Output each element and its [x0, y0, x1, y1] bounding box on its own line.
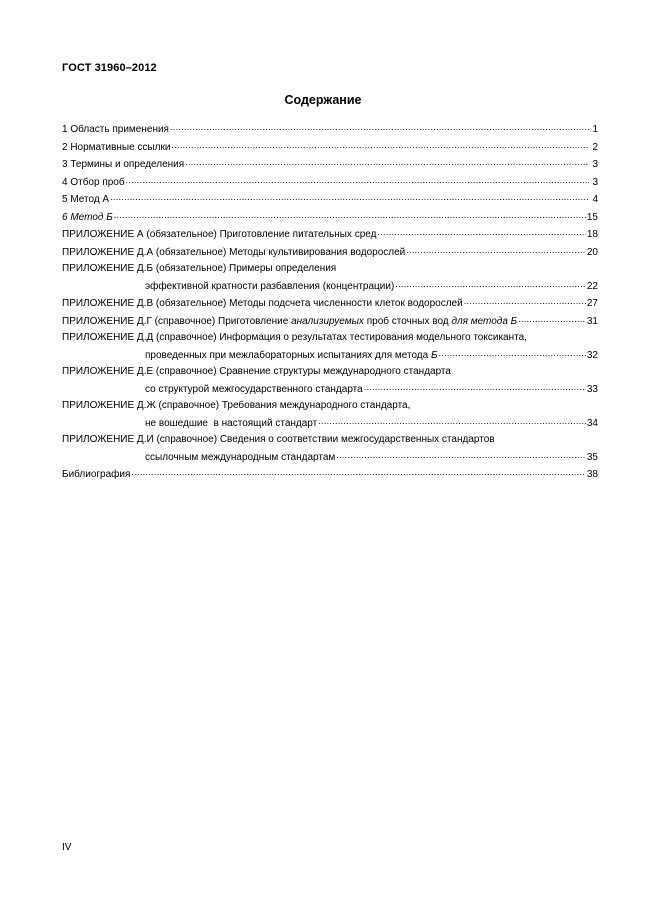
- toc-page-number: 34: [586, 417, 598, 429]
- toc-entry[interactable]: [62, 174, 598, 192]
- toc-entry[interactable]: [62, 244, 598, 262]
- toc-entry-title-part: Б: [430, 349, 438, 361]
- toc-line: [62, 415, 598, 433]
- dot-leader: [364, 381, 586, 392]
- toc-entry[interactable]: [62, 121, 598, 139]
- toc-entry-title: со структурой межгосударственного стандарта: [145, 383, 363, 395]
- toc-entry-title: ПРИЛОЖЕНИЕ Д.А (обязательное) Методы культивирования водорослей: [62, 246, 406, 258]
- toc-page-number: 38: [586, 469, 598, 480]
- toc-page-number: 15: [586, 211, 598, 223]
- toc-line: [62, 121, 598, 139]
- toc-entry-title: ПРИЛОЖЕНИЕ Д.Е (справочное) Сравнение структуры международного стандарта: [62, 366, 451, 377]
- toc-entry-title: 4 Отбор проб: [62, 176, 125, 188]
- toc-entry[interactable]: [62, 295, 598, 313]
- dot-leader: [318, 415, 586, 426]
- dot-leader: [185, 156, 589, 167]
- toc-entry[interactable]: [62, 313, 598, 331]
- toc-line: [62, 432, 598, 449]
- toc-entry-title: 2 Нормативные ссылки: [62, 141, 171, 153]
- toc-entry[interactable]: [62, 261, 598, 295]
- toc-page-number: 2: [592, 141, 598, 153]
- toc-entry-title: эффективной кратности разбавления (концентрации): [145, 280, 395, 292]
- toc-entry[interactable]: [62, 191, 598, 209]
- dot-leader: [131, 466, 585, 477]
- toc-entry-title-part: проведенных при межлабораторных испытаниях для метода: [145, 349, 431, 361]
- toc-line: [62, 156, 598, 174]
- toc-entry-title: 6 Метод Б: [62, 211, 113, 223]
- dot-leader: [464, 295, 586, 306]
- toc-page-number: 1: [592, 124, 598, 135]
- toc-line: [62, 209, 598, 227]
- toc-line: [62, 139, 598, 157]
- dot-leader: [439, 347, 586, 358]
- toc-entry-title: 1 Область применения: [62, 124, 169, 135]
- toc-entry-title: не вошедшие в настоящий стандарт: [145, 417, 318, 429]
- toc-entry-title: [62, 314, 517, 331]
- toc-page-number: 20: [586, 246, 598, 258]
- toc-entry[interactable]: [62, 139, 598, 157]
- toc-line: [62, 174, 598, 192]
- toc-entry-title: Библиография: [62, 469, 131, 480]
- toc-line: [62, 278, 598, 296]
- toc-line: [62, 381, 598, 399]
- toc-page-number: 4: [592, 194, 598, 205]
- toc-entry-title-part: ПРИЛОЖЕНИЕ Д.Г (справочное) Приготовление: [62, 315, 292, 327]
- dot-leader: [406, 244, 586, 255]
- toc-entry-title: ссылочным международным стандартам: [145, 451, 336, 463]
- toc-line: [62, 191, 598, 209]
- toc-line: [62, 364, 598, 381]
- toc-entry-title: ПРИЛОЖЕНИЕ Д.Д (справочное) Информация о результатах тестирования модельного токсиканта,: [62, 332, 527, 343]
- toc-line: [62, 226, 598, 244]
- toc-entry-title-part: для метода Б: [451, 315, 518, 327]
- page-number: IV: [62, 842, 72, 853]
- standard-designation: ГОСТ 31960–2012: [62, 62, 157, 74]
- toc-title: Содержание: [284, 93, 362, 107]
- toc-entry[interactable]: [62, 466, 598, 484]
- toc-page-number: 31: [586, 315, 598, 327]
- toc-entry-title: ПРИЛОЖЕНИЕ Д.И (справочное) Сведения о соответствии межгосударственных стандартов: [62, 434, 495, 445]
- dot-leader: [518, 313, 586, 324]
- dot-leader: [336, 449, 586, 460]
- toc-entry-title: [145, 348, 438, 365]
- toc-entry-title: ПРИЛОЖЕНИЕ Д.Ж (справочное) Требования международного стандарта,: [62, 400, 411, 411]
- toc-line: [62, 244, 598, 262]
- toc-entry-title: ПРИЛОЖЕНИЕ А (обязательное) Приготовление питательных сред: [62, 229, 377, 240]
- toc-page-number: 33: [586, 383, 598, 395]
- toc-entry-title-part: проб сточных вод: [363, 315, 452, 327]
- toc-line: [62, 347, 598, 365]
- toc-entry-title-part: анализируемых: [291, 315, 364, 327]
- toc-line: [62, 449, 598, 467]
- table-of-contents: [62, 121, 598, 484]
- toc-page-number: 27: [586, 298, 598, 309]
- toc-entry[interactable]: [62, 432, 598, 466]
- toc-page-number: 3: [592, 176, 598, 188]
- toc-entry[interactable]: [62, 209, 598, 227]
- toc-entry-title: ПРИЛОЖЕНИЕ Д.В (обязательное) Методы подсчета численности клеток водорослей: [62, 298, 463, 309]
- toc-page-number: 3: [592, 159, 598, 170]
- toc-entry[interactable]: [62, 156, 598, 174]
- toc-line: [62, 295, 598, 313]
- toc-entry-title: ПРИЛОЖЕНИЕ Д.Б (обязательное) Примеры определения: [62, 263, 337, 274]
- toc-page-number: 32: [586, 349, 598, 361]
- toc-entry[interactable]: [62, 364, 598, 398]
- toc-entry[interactable]: [62, 398, 598, 432]
- dot-leader: [110, 191, 589, 202]
- toc-page-number: 22: [586, 280, 598, 292]
- dot-leader: [395, 278, 586, 289]
- dot-leader: [126, 174, 589, 185]
- dot-leader: [114, 209, 586, 220]
- toc-entry-title: 3 Термины и определения: [62, 159, 185, 170]
- toc-line: [62, 330, 598, 347]
- toc-line: [62, 261, 598, 278]
- toc-entry[interactable]: [62, 226, 598, 244]
- toc-page-number: 35: [586, 451, 598, 463]
- toc-entry-title: 5 Метод А: [62, 194, 110, 205]
- dot-leader: [377, 226, 585, 237]
- toc-line: [62, 313, 598, 331]
- dot-leader: [170, 121, 589, 132]
- toc-line: [62, 466, 598, 484]
- toc-entry[interactable]: [62, 330, 598, 364]
- toc-line: [62, 398, 598, 415]
- dot-leader: [171, 139, 589, 150]
- toc-page-number: 18: [586, 229, 598, 240]
